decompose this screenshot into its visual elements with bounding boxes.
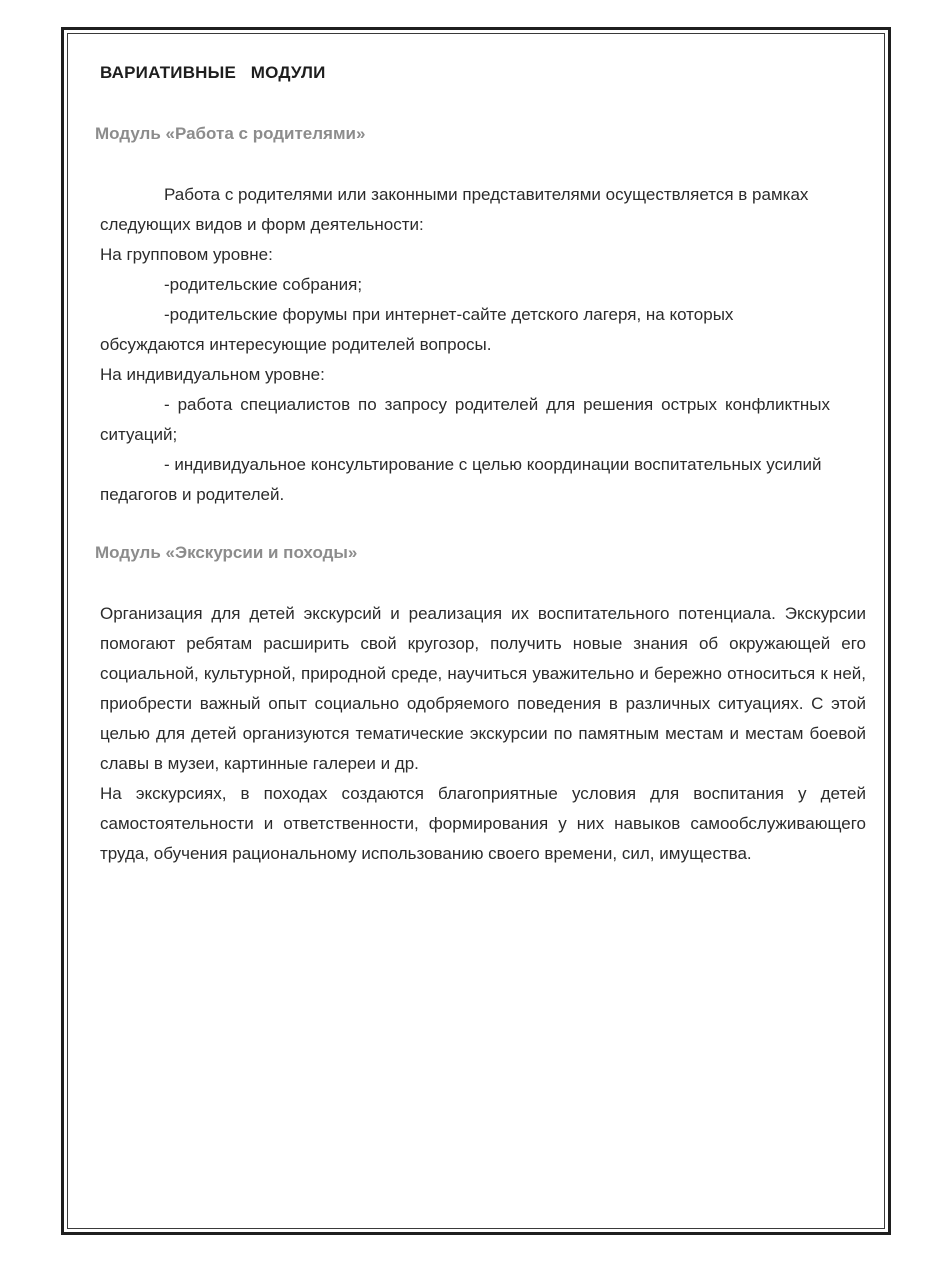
individual-level-label: На индивидуальном уровне: bbox=[100, 365, 325, 384]
individual-item-specialists: - работа специалистов по запросу родителей для решения острых конфликтных ситуаций; bbox=[100, 395, 830, 444]
section-heading-parents: Модуль «Работа с родителями» bbox=[95, 124, 366, 143]
group-level-label: На групповом уровне: bbox=[100, 245, 273, 264]
section-excursions-content bbox=[100, 599, 866, 869]
excursions-paragraph-2: На экскурсиях, в походах создаются благоприятные условия для воспитания у детей самостоятельности и ответственности, формирования у них навыков самообслуживающего труда, обучения рациональному использованию своего времени, сил, имущества. bbox=[100, 784, 866, 863]
document-title: ВАРИАТИВНЫЕ МОДУЛИ bbox=[100, 63, 326, 82]
group-item-forums: -родительские форумы при интернет-сайте детского лагеря, на которых обсуждаются интересующие родителей вопросы. bbox=[100, 305, 734, 354]
group-item-meetings: -родительские собрания; bbox=[164, 275, 363, 294]
excursions-paragraph-1: Организация для детей экскурсий и реализация их воспитательного потенциала. Экскурсии помогают ребятам расширить свой кругозор, получить новые знания об окружающей его социальной, культурной, природной среде, научиться уважительно и бережно относиться к ней, приобрести важный опыт социально одобряемого поведения в различных ситуациях. С этой целью для детей организуются тематические экскурсии по памятным местам и местам боевой славы в музеи, картинные галереи и др. bbox=[100, 604, 866, 773]
parents-intro: Работа с родителями или законными представителями осуществляется в рамках следующих видов и форм деятельности: bbox=[100, 185, 809, 234]
individual-item-consulting: - индивидуальное консультирование с целью координации воспитательных усилий педагогов и родителей. bbox=[100, 455, 822, 504]
section-heading-excursions: Модуль «Экскурсии и походы» bbox=[95, 543, 358, 562]
section-parents-content bbox=[100, 180, 830, 510]
